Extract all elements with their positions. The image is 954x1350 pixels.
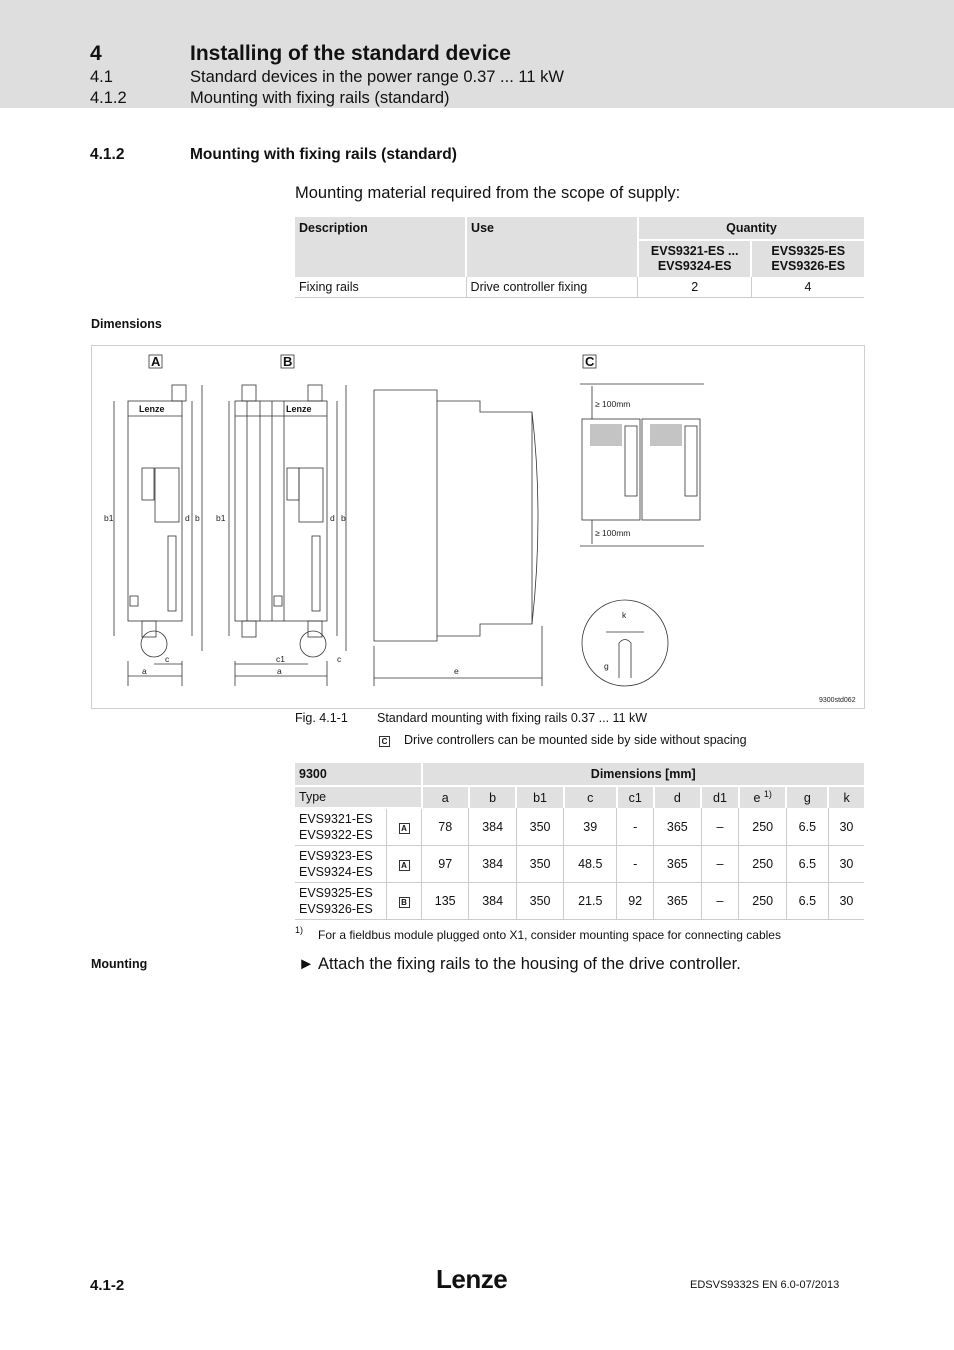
section-number: 4.1.2	[90, 146, 125, 163]
cell-use: Drive controller fixing	[466, 277, 638, 298]
dimensions-table	[295, 763, 864, 920]
th-qty-col2: EVS9325-ES EVS9326-ES	[751, 240, 864, 277]
sub2-number: 4.1.2	[90, 89, 127, 107]
th-col-k: k	[828, 786, 864, 808]
cell-b1: 350	[516, 808, 563, 846]
sub1-number: 4.1	[90, 68, 113, 86]
cell-c1: -	[617, 846, 654, 883]
cell-c: 39	[564, 808, 617, 846]
sub1-title: Standard devices in the power range 0.37 ... 11 kW	[190, 68, 564, 86]
cell-b1: 350	[516, 846, 563, 883]
cell-c1: 92	[617, 883, 654, 920]
device-b-body	[235, 401, 327, 621]
cell-k: 30	[828, 808, 864, 846]
device-a-rail-top	[172, 385, 186, 401]
label-b-b: b	[341, 513, 346, 523]
lenze-logo: Lenze	[436, 1264, 508, 1294]
detail-circle-b	[300, 631, 326, 657]
supply-table	[295, 217, 864, 298]
cell-description: Fixing rails	[295, 277, 466, 298]
cell-tag	[387, 808, 422, 846]
cell-d1: –	[701, 846, 739, 883]
label-g: g	[604, 661, 609, 671]
label-a-a: a	[142, 666, 147, 676]
cell-tag	[387, 846, 422, 883]
cell-c1: -	[617, 808, 654, 846]
cell-e: 250	[739, 808, 786, 846]
cell-k: 30	[828, 846, 864, 883]
cell-k: 30	[828, 883, 864, 920]
label-b1-b: b1	[216, 513, 226, 523]
footnote-mark: 1)	[295, 925, 304, 935]
label-c-b: c	[337, 654, 342, 664]
cell-g: 6.5	[786, 846, 828, 883]
th-col-d1: d1	[701, 786, 739, 808]
table-row	[295, 846, 864, 883]
cell-c: 48.5	[564, 846, 617, 883]
cell-a: 135	[422, 883, 469, 920]
figure-title: Standard mounting with fixing rails 0.37 ... 11 kW	[377, 711, 648, 725]
cell-b1: 350	[516, 883, 563, 920]
device-a-rail-bottom	[142, 621, 156, 637]
row-tag: B	[399, 897, 410, 908]
th-type: Type	[295, 786, 422, 808]
mounting-label: Mounting	[91, 957, 148, 971]
th-qty-col1: EVS9321-ES ... EVS9324-ES	[638, 240, 752, 277]
th-col-c1: c1	[617, 786, 654, 808]
brand-a: Lenze	[139, 404, 165, 414]
th-col-e-sup: 1)	[763, 789, 772, 800]
th-use: Use	[466, 217, 638, 277]
section-title: Mounting with fixing rails (standard)	[190, 146, 457, 163]
label-clearance-bottom: ≥ 100mm	[595, 528, 631, 538]
th-col-b1: b1	[516, 786, 563, 808]
label-clearance-top: ≥ 100mm	[595, 399, 631, 409]
brand-b: Lenze	[286, 404, 312, 414]
th-description: Description	[295, 217, 466, 277]
footnote: For a fieldbus module plugged onto X1, consider mounting space for connecting cables	[318, 928, 781, 942]
doc-id: EDSVS9332S EN 6.0-07/2013	[690, 1279, 840, 1291]
label-b1-a: b1	[104, 513, 114, 523]
drawing-svg	[92, 346, 864, 708]
tag-c: C	[585, 354, 595, 369]
label-d-b: d	[330, 513, 335, 523]
label-c1-b: c1	[276, 654, 285, 664]
figure-number: Fig. 4.1-1	[295, 711, 348, 725]
cell-a: 97	[422, 846, 469, 883]
th-col-e	[739, 786, 786, 808]
cell-type	[295, 846, 387, 883]
cell-type	[295, 883, 387, 920]
label-a-b: a	[277, 666, 282, 676]
cell-q2: 4	[751, 277, 864, 298]
cell-a: 78	[422, 808, 469, 846]
label-b-a: b	[195, 513, 200, 523]
cell-b: 384	[469, 883, 516, 920]
lead-text: Mounting material required from the scope of supply:	[295, 184, 681, 202]
cell-g: 6.5	[786, 883, 828, 920]
label-d-a: d	[185, 513, 190, 523]
th-series: 9300	[295, 763, 422, 786]
figure-note-tag: C	[379, 736, 390, 747]
side-view	[374, 390, 532, 641]
cell-q1: 2	[638, 277, 752, 298]
mounting-step: ► Attach the fixing rails to the housing of the drive controller.	[298, 955, 741, 973]
label-c-a: c	[165, 654, 170, 664]
cell-g: 6.5	[786, 808, 828, 846]
th-col-c: c	[564, 786, 617, 808]
cell-c: 21.5	[564, 883, 617, 920]
figure-note: Drive controllers can be mounted side by side without spacing	[404, 733, 747, 747]
cell-d1: –	[701, 883, 739, 920]
dimensions-label: Dimensions	[91, 317, 162, 331]
cell-d: 365	[654, 846, 701, 883]
figure-note-tag-box	[379, 733, 390, 747]
type-line2: EVS9324-ES	[299, 865, 373, 879]
cell-d1: –	[701, 808, 739, 846]
th-col-g: g	[786, 786, 828, 808]
cell-type	[295, 808, 387, 846]
type-line1: EVS9321-ES	[299, 812, 373, 826]
dimension-drawing	[91, 345, 865, 709]
th-col-d: d	[654, 786, 701, 808]
chapter-title: Installing of the standard device	[190, 42, 511, 65]
label-k: k	[622, 610, 627, 620]
table-row	[295, 808, 864, 846]
type-line1: EVS9325-ES	[299, 886, 373, 900]
row-tag: A	[399, 860, 410, 871]
th-col-b: b	[469, 786, 516, 808]
tag-b: B	[283, 354, 293, 369]
cell-b: 384	[469, 846, 516, 883]
sub2-title: Mounting with fixing rails (standard)	[190, 89, 450, 107]
cell-e: 250	[739, 846, 786, 883]
table-row	[295, 883, 864, 920]
tag-a: A	[151, 354, 161, 369]
label-e: e	[454, 666, 459, 676]
drawing-ref: 9300std062	[819, 697, 856, 704]
th-col-a: a	[422, 786, 469, 808]
row-tag: A	[399, 823, 410, 834]
th-dimensions: Dimensions [mm]	[422, 763, 865, 786]
page-number: 4.1-2	[90, 1277, 125, 1294]
table-row	[295, 277, 864, 298]
cell-d: 365	[654, 808, 701, 846]
cell-b: 384	[469, 808, 516, 846]
th-quantity: Quantity	[638, 217, 864, 240]
detail-circle-a	[141, 631, 167, 657]
th-col-e-label: e	[753, 791, 761, 806]
cell-e: 250	[739, 883, 786, 920]
cell-tag	[387, 883, 422, 920]
type-line2: EVS9326-ES	[299, 902, 373, 916]
type-line2: EVS9322-ES	[299, 828, 373, 842]
cell-d: 365	[654, 883, 701, 920]
chapter-number: 4	[90, 42, 102, 65]
type-line1: EVS9323-ES	[299, 849, 373, 863]
